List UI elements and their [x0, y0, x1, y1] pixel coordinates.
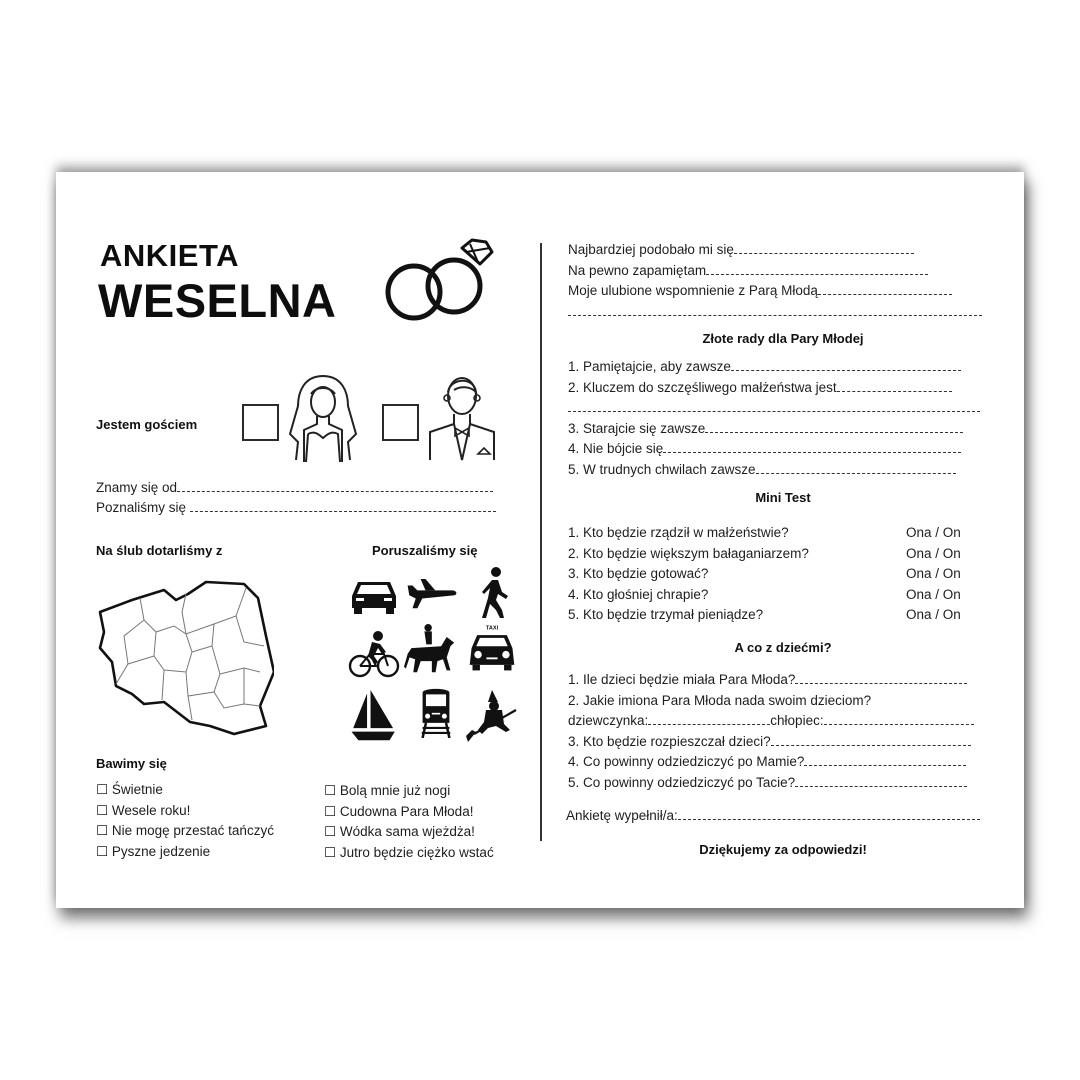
ona-on-choice[interactable]: Ona / On — [906, 607, 961, 622]
poland-map-icon[interactable] — [94, 576, 274, 746]
boy-name-label: chłopiec: — [770, 713, 824, 728]
children-question: 3. Kto będzie rozpieszczał dzieci? — [568, 733, 771, 749]
advice-title: Złote rady dla Pary Młodej — [702, 331, 864, 346]
girl-name-line[interactable] — [648, 713, 770, 725]
mini-test-title: Mini Test — [755, 490, 811, 505]
transport-icon-grid — [348, 566, 518, 751]
met-at-field[interactable] — [96, 498, 496, 519]
memory-line[interactable] — [818, 283, 952, 295]
advice-line[interactable] — [568, 400, 980, 412]
memory-line[interactable] — [706, 263, 928, 275]
taxi-icon[interactable] — [466, 624, 518, 676]
memory-label: Najbardziej podobało mi się — [568, 242, 734, 257]
guest-label: Jestem gościem — [96, 417, 198, 432]
children-question-2: 2. Jakie imiona Para Młoda nada swoim dzieciom? — [568, 692, 872, 708]
ona-on-choice[interactable]: Ona / On — [906, 545, 961, 561]
fun-option[interactable] — [324, 781, 494, 802]
groom-guest-checkbox[interactable] — [382, 404, 419, 441]
mini-test-row — [568, 523, 988, 544]
advice-field[interactable] — [568, 439, 980, 460]
met-at-line[interactable] — [190, 500, 496, 512]
fun-option[interactable] — [324, 822, 494, 843]
mini-test-section — [568, 523, 988, 626]
taxi-sign-text: TAXI — [485, 625, 499, 632]
fun-option[interactable] — [96, 821, 274, 842]
memory-field[interactable] — [568, 281, 982, 302]
children-question: 1. Ile dzieci będzie miała Para Młoda? — [568, 672, 796, 687]
bride-guest-checkbox[interactable] — [242, 404, 279, 441]
advice-field[interactable] — [568, 419, 980, 440]
fun-option-label: Wódka sama wjeżdża! — [339, 824, 475, 839]
children-names-field[interactable] — [568, 711, 974, 732]
memory-label: Moje ulubione wspomnienie z Parą Młodą — [568, 283, 818, 298]
children-field[interactable] — [568, 773, 974, 794]
fun-options-right — [324, 781, 494, 863]
children-field[interactable] — [568, 752, 974, 773]
fun-option-label: Świetnie — [111, 782, 163, 797]
boy-name-line[interactable] — [824, 713, 974, 725]
advice-line[interactable] — [705, 421, 963, 433]
children-field[interactable] — [568, 732, 974, 753]
checkbox-icon[interactable]: ☐ — [96, 843, 109, 859]
fun-option-label: Cudowna Para Młoda! — [339, 803, 474, 819]
train-icon[interactable] — [410, 686, 462, 738]
memory-field[interactable] — [568, 302, 982, 323]
known-since-field[interactable] — [96, 478, 493, 499]
fun-option[interactable] — [324, 802, 494, 823]
children-field[interactable] — [568, 670, 974, 691]
wedding-rings-icon — [378, 234, 498, 334]
filled-by-field[interactable] — [566, 806, 980, 827]
fun-option-label: Wesele roku! — [111, 802, 191, 818]
thanks-text: Dziękujemy za odpowiedzi! — [699, 842, 867, 857]
transport-label: Poruszaliśmy się — [372, 543, 478, 558]
checkbox-icon[interactable]: ☐ — [324, 824, 337, 839]
checkbox-icon[interactable]: ☐ — [324, 803, 337, 819]
mini-test-question: 4. Kto głośniej chrapie? — [568, 586, 709, 602]
advice-label: 5. W trudnych chwilach zawsze — [568, 461, 756, 477]
checkbox-icon[interactable]: ☐ — [324, 783, 337, 798]
advice-field[interactable] — [568, 460, 980, 481]
title-line-2: WESELNA — [98, 274, 337, 327]
mini-test-question: 5. Kto będzie trzymał pieniądze? — [568, 607, 764, 622]
advice-label: 2. Kluczem do szczęśliwego małżeństwa jest — [568, 379, 837, 395]
advice-field[interactable] — [568, 357, 980, 378]
met-at-label: Poznaliśmy się — [96, 500, 190, 515]
filled-by-label: Ankietę wypełnił/a: — [566, 808, 678, 823]
fun-option[interactable] — [96, 780, 274, 801]
filled-by-line[interactable] — [678, 808, 980, 820]
known-since-line[interactable] — [177, 480, 493, 492]
bride-icon — [284, 372, 362, 464]
memories-section — [568, 240, 982, 322]
answer-line[interactable] — [804, 754, 966, 766]
fun-option[interactable] — [96, 801, 274, 822]
fun-option-label: Bolą mnie już nogi — [339, 783, 451, 798]
fun-option-label: Jutro będzie ciężko wstać — [339, 844, 494, 860]
fun-option[interactable] — [96, 842, 274, 863]
girl-name-label: dziewczynka: — [568, 713, 649, 728]
ona-on-choice[interactable]: Ona / On — [906, 525, 961, 540]
airplane-icon[interactable] — [406, 566, 458, 618]
memory-label: Na pewno zapamiętam — [568, 262, 707, 278]
advice-label: 1. Pamiętajcie, aby zawsze — [568, 359, 731, 374]
memory-field[interactable] — [568, 261, 982, 282]
children-title: A co z dziećmi? — [734, 640, 832, 655]
advice-field[interactable] — [568, 398, 980, 419]
origin-label: Na ślub dotarliśmy z — [96, 543, 223, 558]
sailboat-icon[interactable] — [348, 690, 400, 742]
mini-test-row — [568, 585, 988, 606]
mini-test-row — [568, 564, 988, 585]
advice-section — [568, 357, 980, 480]
children-section — [568, 670, 974, 793]
children-question: 5. Co powinny odziedziczyć po Tacie? — [568, 774, 796, 790]
checkbox-icon[interactable]: ☐ — [96, 823, 109, 838]
groom-icon — [424, 370, 500, 462]
known-since-label: Znamy się od — [96, 480, 178, 495]
answer-line[interactable] — [795, 672, 967, 684]
memory-line[interactable] — [568, 304, 982, 316]
advice-line[interactable] — [837, 380, 952, 392]
ona-on-choice[interactable]: Ona / On — [906, 566, 961, 581]
advice-label: 4. Nie bójcie się — [568, 441, 664, 456]
fun-label: Bawimy się — [96, 756, 167, 771]
advice-field[interactable] — [568, 378, 980, 399]
answer-line[interactable] — [795, 775, 967, 787]
survey-card — [56, 172, 1024, 908]
children-question: 4. Co powinny odziedziczyć po Mamie? — [568, 754, 805, 769]
checkbox-icon[interactable]: ☐ — [96, 802, 109, 818]
title-line-1: ANKIETA — [100, 238, 239, 273]
mini-test-row — [568, 544, 988, 565]
witch-broom-icon[interactable] — [466, 690, 518, 742]
fun-options-left — [96, 780, 274, 862]
ona-on-choice[interactable]: Ona / On — [906, 586, 961, 602]
car-icon[interactable] — [348, 566, 400, 618]
checkbox-icon[interactable]: ☐ — [324, 844, 337, 860]
horse-rider-icon[interactable] — [404, 624, 456, 676]
mini-test-row — [568, 605, 988, 626]
walking-icon[interactable] — [474, 566, 514, 618]
fun-option-label: Pyszne jedzenie — [111, 843, 211, 859]
advice-line[interactable] — [731, 359, 961, 371]
advice-line[interactable] — [663, 441, 961, 453]
advice-line[interactable] — [756, 462, 956, 474]
fun-option[interactable] — [324, 843, 494, 864]
bicycle-icon[interactable] — [348, 628, 400, 680]
fun-option-label: Nie mogę przestać tańczyć — [111, 823, 274, 838]
checkbox-icon[interactable]: ☐ — [96, 782, 109, 797]
memory-line[interactable] — [734, 242, 914, 254]
mini-test-question: 1. Kto będzie rządził w małżeństwie? — [568, 525, 789, 540]
mini-test-question: 2. Kto będzie większym bałaganiarzem? — [568, 545, 809, 561]
mini-test-question: 3. Kto będzie gotować? — [568, 566, 709, 581]
answer-line[interactable] — [771, 734, 971, 746]
advice-label: 3. Starajcie się zawsze — [568, 420, 706, 436]
memory-field[interactable] — [568, 240, 982, 261]
